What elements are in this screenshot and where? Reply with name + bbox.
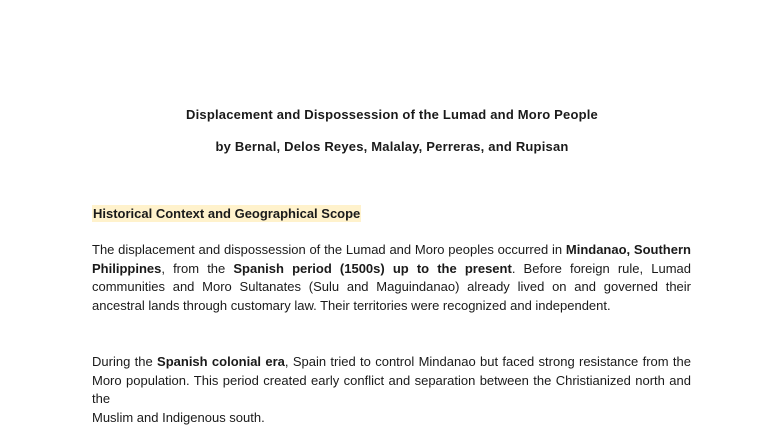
emphasis-period: Spanish period (1500s) up to the present [233, 260, 512, 276]
emphasis-location: Mindanao, Southern Philippines [92, 242, 691, 276]
paragraph-text: The displacement and dispossession of the Lumad and Moro peoples occurred in [92, 242, 566, 257]
paragraph-text: , Spain tried to control Mindanao but faced strong resistance from the Moro population. This period created early conflict and separation between the Christianized north and the [92, 354, 691, 406]
paragraph-spanish-era [92, 353, 691, 427]
document-authors: by Bernal, Delos Reyes, Malalay, Perreras, and Rupisan [215, 139, 569, 154]
paragraph-text: . Before foreign rule, Lumad communities and Moro Sultanates (Sulu and Maguindanao) already lived on and governed their ancestral lands through customary law. Their territories were recognized and independent. [92, 260, 691, 313]
paragraph-text: During the [92, 354, 158, 369]
document-title: Displacement and Dispossession of the Lumad and Moro People [186, 107, 598, 122]
section-heading: Historical Context and Geographical Scope [93, 206, 361, 221]
paragraph-text: , from the [161, 260, 234, 276]
paragraph-historical-context [92, 241, 691, 315]
paragraph-text-last-line: Muslim and Indigenous south. [92, 409, 265, 425]
emphasis-era: Spanish colonial era [157, 354, 285, 369]
